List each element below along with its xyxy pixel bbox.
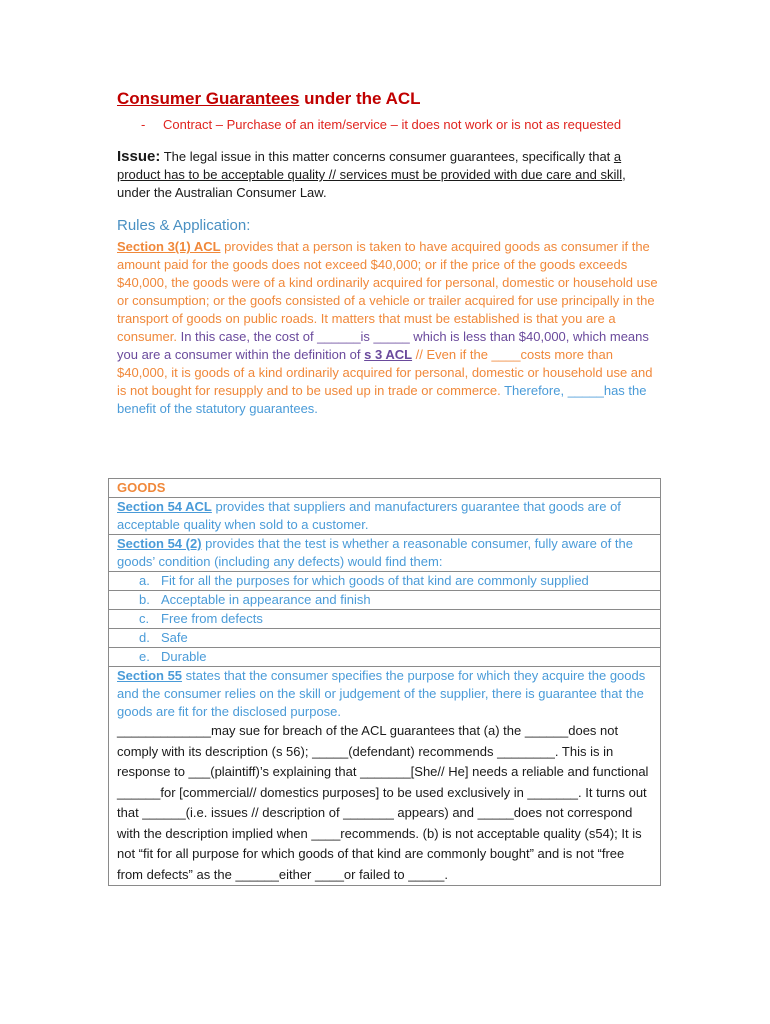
list-item: d. Safe	[109, 629, 661, 648]
section-55-row: Section 55 states that the consumer specifies the purpose for which they acquire the goods and the consumer relies on the skill or judgement of the supplier, there is guarantee that the goods are fit for the disclosed purpose. _____________may sue for breach of the ACL guarantees that (a) the ______does not comply with its description (s 56); _____(defendant) recommends ________. This is in response to ___(plaintiff)’s explaining that _______[She// He] needs a reliable and functional ______for [commercial// domestics purposes] to be used exclusively in _______. It turns out that ______(i.e. issues // description of _______ appears) and _____does not correspond with the description implied when ____recommends. (b) is not acceptable quality (s54); It is not “fit for all purpose for which goods of that kind are commonly bought” and is not “free from defects” as the ______either ____or failed to _____.	[109, 667, 661, 886]
list-item: b. Acceptable in appearance and finish	[109, 591, 661, 610]
goods-heading: GOODS	[109, 479, 661, 498]
page-title: Consumer Guarantees under the ACL	[117, 89, 421, 108]
list-item: c. Free from defects	[109, 610, 661, 629]
section-54-row: Section 54 ACL provides that suppliers and manufacturers guarantee that goods are of acceptable quality when sold to a customer.	[109, 498, 661, 535]
rules-paragraph: Section 3(1) ACL provides that a person is taken to have acquired goods as consumer if the amount paid for the goods does not exceed $40,000; or if the price of the goods exceeds $40,000, the goods were of a kind ordinarily acquired for personal, domestic or household use or consumption; or the goofs consisted of a vehicle or trailer acquired for use principally in the transport of goods on public roads. It matters that must be established is that you are a consumer. In this case, the cost of ______is _____ which is less than $40,000, which means you are a consumer within the definition of s 3 ACL // Even if the ____costs more than $40,000, it is goods of a kind ordinarily acquired for personal, domestic or household use and is not bought for resupply and to be used up in trade or commerce. Therefore, _____has the benefit of the statutory guarantees.	[117, 239, 658, 416]
issue-paragraph: Issue: The legal issue in this matter concerns consumer guarantees, specifically that a product has to be acceptable quality // services must be provided with due care and skill, under the Australian Consumer Law.	[117, 148, 626, 200]
sue-paragraph: _____________may sue for breach of the ACL guarantees that (a) the ______does not comply with its description (s 56); _____(defendant) recommends ________. This is in response to ___(plaintiff)’s explaining that _______[She// He] needs a reliable and functional ______for [commercial// domestics purposes] to be used exclusively in _______. It turns out that ______(i.e. issues // description of _______ appears) and _____does not correspond with the description implied when ____recommends. (b) is not acceptable quality (s54); It is not “fit for all purpose for which goods of that kind are commonly bought” and is not “free from defects” as the ______either ____or failed to _____.	[117, 723, 649, 882]
list-item: a. Fit for all the purposes for which goods of that kind are commonly supplied	[109, 572, 661, 591]
goods-table	[108, 478, 661, 886]
contract-bullet: - Contract – Purchase of an item/service – it does not work or is not as requested	[141, 117, 622, 132]
list-item: e. Durable	[109, 648, 661, 667]
document-page	[117, 88, 662, 418]
section-54-2-row: Section 54 (2) provides that the test is whether a reasonable consumer, fully aware of the goods’ condition (including any defects) would find them:	[109, 535, 661, 572]
rules-heading: Rules & Application:	[117, 217, 251, 234]
